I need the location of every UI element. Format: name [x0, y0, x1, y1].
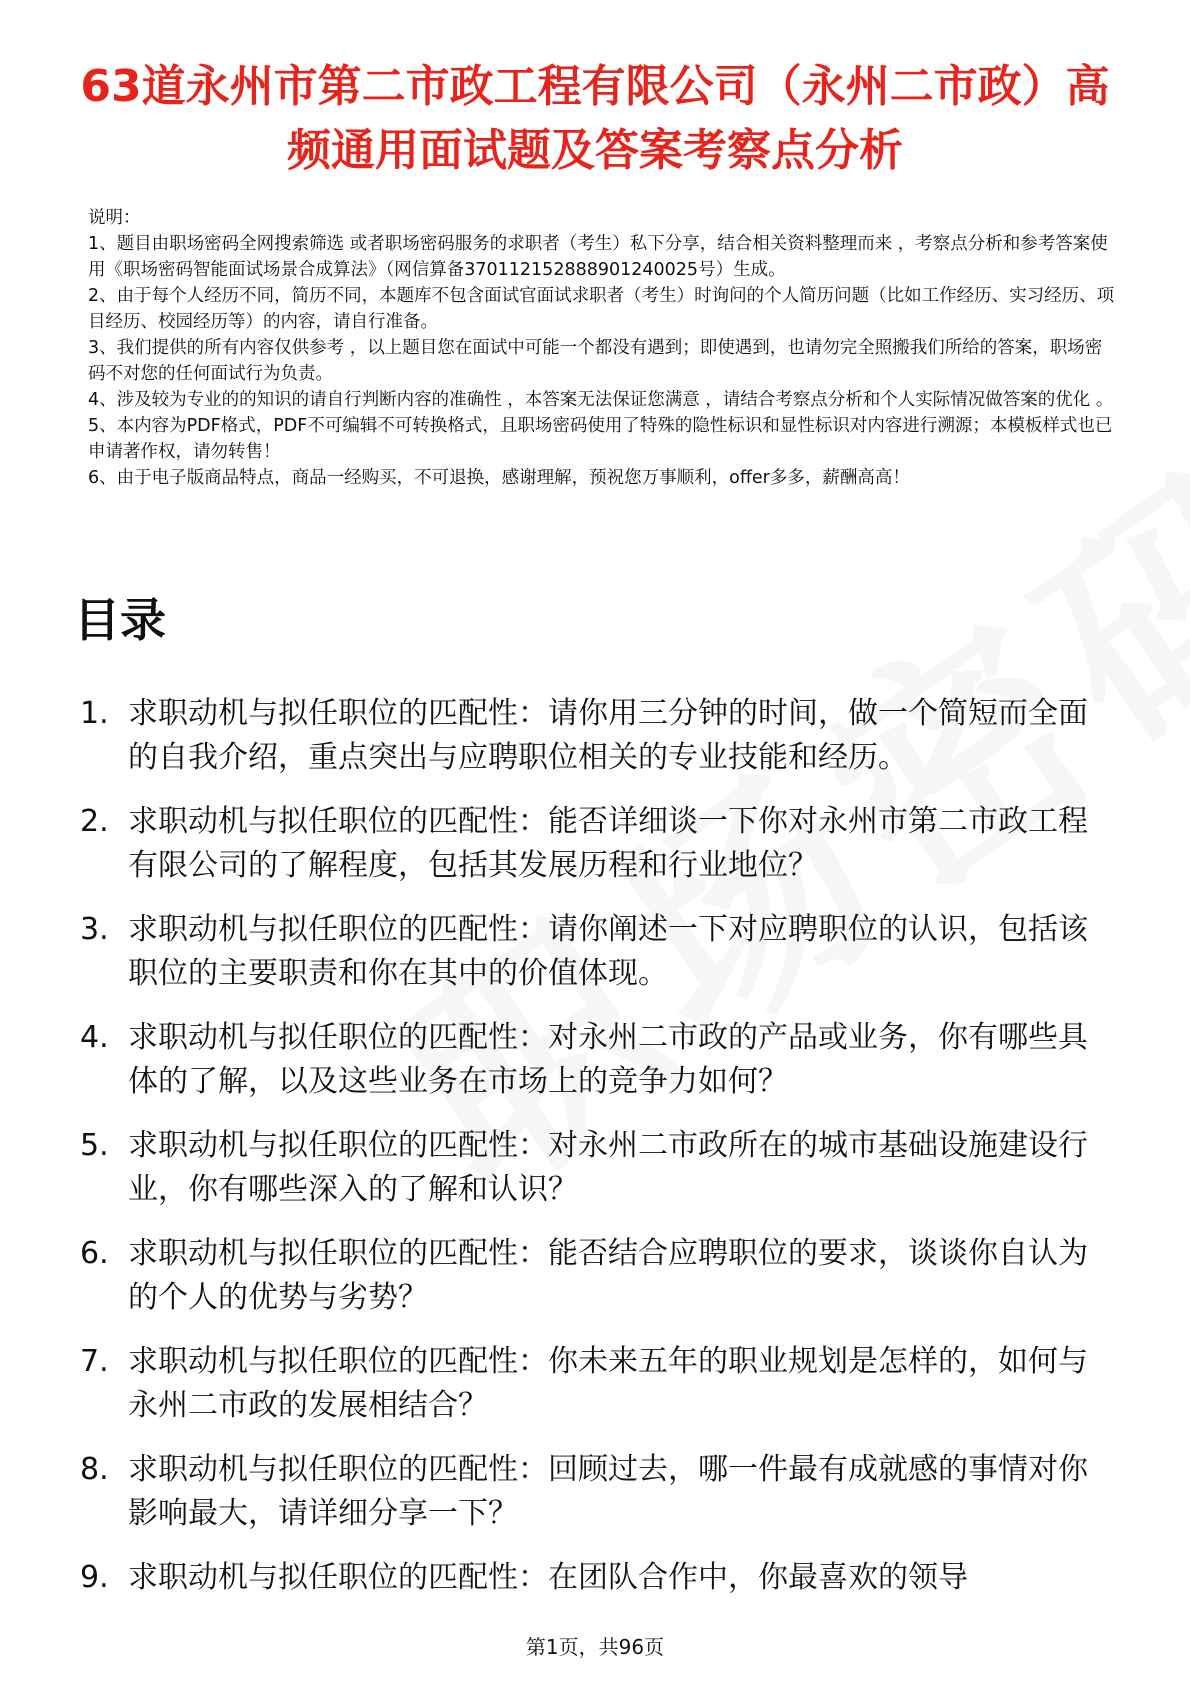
toc-item[interactable] — [80, 1016, 1110, 1104]
toc-item-text: 求职动机与拟任职位的匹配性：回顾过去，哪一件最有成就感的事情对你影响最大，请详细分享一下？ — [128, 1452, 1088, 1531]
toc-item-number: 9. — [80, 1560, 109, 1595]
toc-item-number: 1. — [80, 696, 109, 731]
note-item: 2、由于每个人经历不同，简历不同，本题库不包含面试官面试求职者（考生）时询问的个人简历问题（比如工作经历、实习经历、项目经历、校园经历等）的内容，请自行准备。 — [88, 286, 1115, 332]
toc-item[interactable] — [80, 692, 1110, 780]
toc-item-text: 求职动机与拟任职位的匹配性：对永州二市政的产品或业务，你有哪些具体的了解，以及这些业务在市场上的竞争力如何？ — [128, 1020, 1088, 1099]
toc-item-number: 7. — [80, 1344, 109, 1379]
toc-heading: 目录 — [74, 593, 166, 647]
toc-item[interactable] — [80, 908, 1110, 996]
toc-item-text: 求职动机与拟任职位的匹配性：对永州二市政所在的城市基础设施建设行业，你有哪些深入的了解和认识？ — [128, 1128, 1088, 1207]
disclaimer-notes — [88, 205, 1118, 491]
toc-item-text: 求职动机与拟任职位的匹配性：在团队合作中，你最喜欢的领导 — [128, 1560, 968, 1595]
notes-heading: 说明： — [88, 208, 141, 228]
toc-item-number: 4. — [80, 1020, 109, 1055]
toc-item[interactable] — [80, 1448, 1110, 1536]
note-item: 4、涉及较为专业的的知识的请自行判断内容的准确性 ，本答案无法保证您满意 ，请结合考察点分析和个人实际情况做答案的优化 。 — [88, 390, 1114, 410]
note-item: 1、题目由职场密码全网搜索筛选 或者职场密码服务的求职者（考生）私下分享，结合相关资料整理而来 ，考察点分析和参考答案使用《职场密码智能面试场景合成算法》（网信算备370112152888901240025号）生成。 — [88, 234, 1108, 280]
table-of-contents — [80, 692, 1110, 1620]
page-number: 第1页，共96页 — [525, 1635, 665, 1659]
note-item: 3、我们提供的所有内容仅供参考 ，以上题目您在面试中可能一个都没有遇到；即使遇到，也请勿完全照搬我们所给的答案，职场密码不对您的任何面试行为负责。 — [88, 338, 1103, 384]
toc-item[interactable] — [80, 1340, 1110, 1428]
toc-item-number: 6. — [80, 1236, 109, 1271]
toc-item[interactable] — [80, 1124, 1110, 1212]
toc-item-number: 2. — [80, 804, 109, 839]
toc-item-text: 求职动机与拟任职位的匹配性：你未来五年的职业规划是怎样的，如何与永州二市政的发展相结合？ — [128, 1344, 1088, 1423]
toc-item[interactable] — [80, 800, 1110, 888]
document-title: 63道永州市第二市政工程有限公司（永州二市政）高频通用面试题及答案考察点分析 — [80, 61, 1110, 176]
toc-item-number: 8. — [80, 1452, 109, 1487]
toc-item-text: 求职动机与拟任职位的匹配性：能否详细谈一下你对永州市第二市政工程有限公司的了解程度，包括其发展历程和行业地位？ — [128, 804, 1088, 883]
toc-item[interactable] — [80, 1556, 1110, 1600]
toc-item-number: 3. — [80, 912, 109, 947]
toc-item-text: 求职动机与拟任职位的匹配性：请你阐述一下对应聘职位的认识，包括该职位的主要职责和你在其中的价值体现。 — [128, 912, 1088, 991]
toc-item-text: 求职动机与拟任职位的匹配性：请你用三分钟的时间，做一个简短而全面的自我介绍，重点突出与应聘职位相关的专业技能和经历。 — [128, 696, 1088, 775]
toc-item[interactable] — [80, 1232, 1110, 1320]
toc-item-text: 求职动机与拟任职位的匹配性：能否结合应聘职位的要求，谈谈你自认为的个人的优势与劣势？ — [128, 1236, 1088, 1315]
note-item: 5、本内容为PDF格式，PDF不可编辑不可转换格式，且职场密码使用了特殊的隐性标识和显性标识对内容进行溯源；本模板样式也已申请著作权，请勿转售！ — [88, 416, 1113, 462]
note-item: 6、由于电子版商品特点，商品一经购买，不可退换，感谢理解，预祝您万事顺利，offer多多，薪酬高高！ — [88, 468, 910, 488]
toc-item-number: 5. — [80, 1128, 109, 1163]
